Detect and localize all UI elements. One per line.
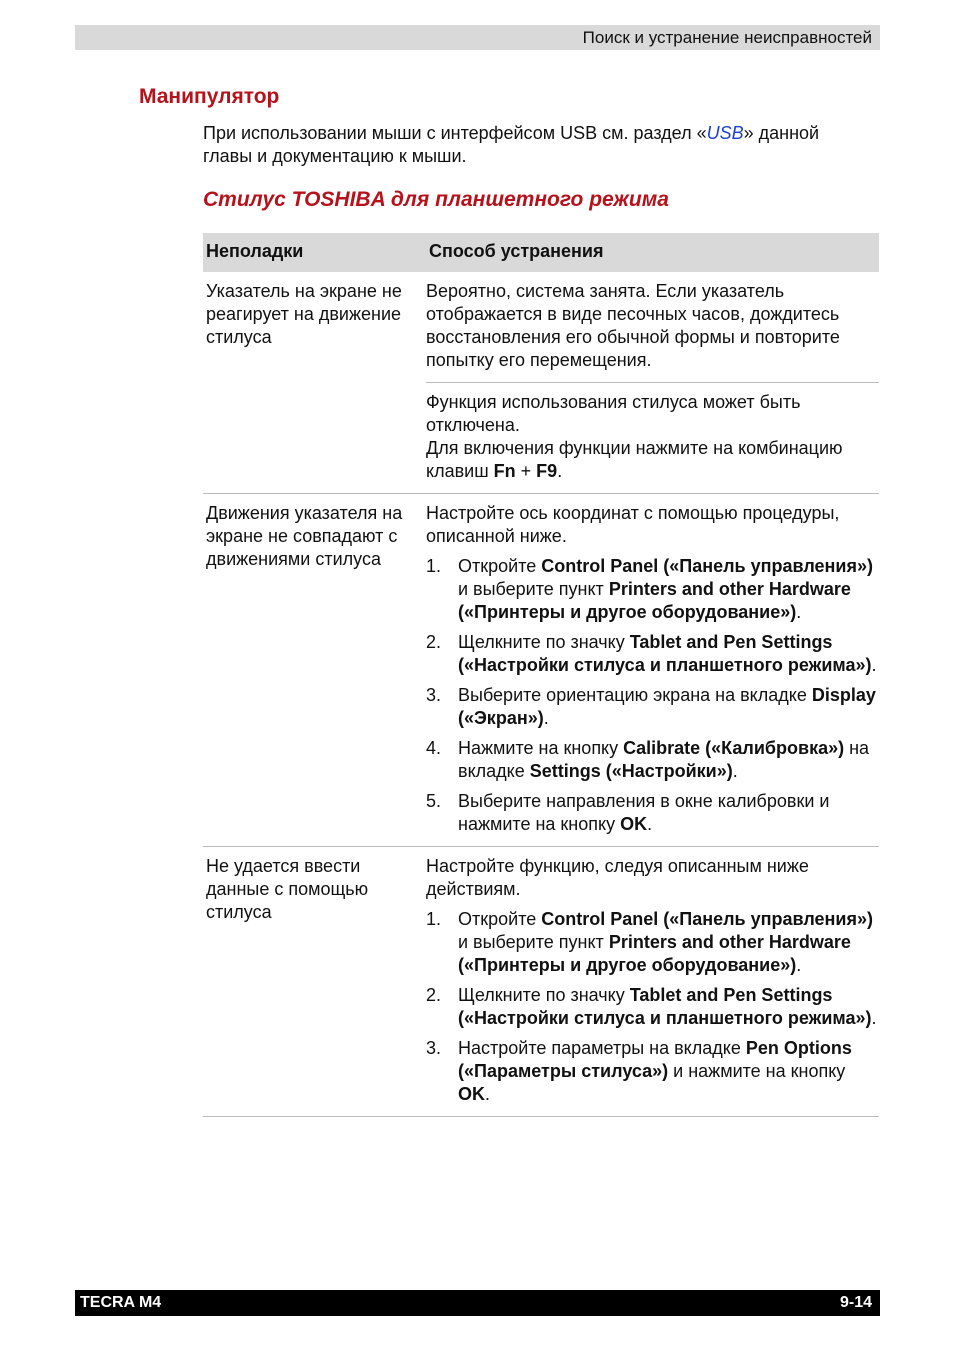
bold-run: OK bbox=[458, 1084, 485, 1104]
text-run: Для включения функции нажмите на комбинацию клавиш bbox=[426, 438, 843, 481]
list-item bbox=[426, 555, 879, 624]
bold-run: Control Panel («Панель управления») bbox=[541, 909, 873, 929]
list-item bbox=[426, 984, 879, 1030]
key-f9: F9 bbox=[536, 461, 558, 481]
text-run: Настройте параметры на вкладке bbox=[458, 1038, 746, 1058]
step-number: 3. bbox=[426, 685, 442, 705]
solution-cell bbox=[426, 272, 879, 493]
solution-cell bbox=[426, 847, 879, 1116]
list-item bbox=[426, 631, 879, 677]
column-header-solution: Способ устранения bbox=[429, 241, 604, 261]
solution-block bbox=[426, 494, 879, 846]
problem-cell: Не удается ввести данные с помощью стилуса bbox=[206, 856, 369, 922]
text-run: и нажмите на кнопку bbox=[668, 1061, 846, 1081]
text-run: Щелкните по значку bbox=[458, 985, 630, 1005]
table-row bbox=[203, 494, 879, 847]
text-run: и выберите пункт bbox=[458, 932, 609, 952]
bold-run: Calibrate («Калибровка») bbox=[623, 738, 845, 758]
text-run: на вкладке bbox=[458, 738, 870, 781]
bold-run: Settings («Настройки») bbox=[529, 761, 733, 781]
solution-block: Вероятно, система занята. Если указатель отображается в виде песочных часов, дождитесь восстановления его обычной формы и повторите попытку его перемещения. bbox=[426, 281, 840, 370]
text-run: . bbox=[557, 461, 563, 481]
text-run: + bbox=[515, 461, 537, 481]
step-number: 4. bbox=[426, 738, 442, 758]
text-run: Откройте bbox=[458, 556, 542, 576]
table-header bbox=[203, 233, 879, 272]
text-run: . bbox=[796, 602, 802, 622]
intro-paragraph bbox=[203, 122, 843, 168]
text-run: . bbox=[871, 655, 877, 675]
column-header-problem: Неполадки bbox=[206, 241, 304, 261]
page-number: 9-14 bbox=[839, 1294, 872, 1311]
key-fn: Fn bbox=[493, 461, 516, 481]
bold-run: Printers and other Hardware («Принтеры и другое оборудование») bbox=[458, 932, 851, 975]
list-item bbox=[426, 908, 879, 977]
running-footer bbox=[75, 1290, 880, 1316]
step-number: 2. bbox=[426, 632, 442, 652]
step-number: 1. bbox=[426, 909, 442, 929]
intro-text-after: » данной главы и документацию к мыши. bbox=[203, 123, 820, 166]
steps-list bbox=[426, 908, 879, 1106]
text-run: . bbox=[796, 955, 802, 975]
bold-run: Pen Options («Параметры стилуса») bbox=[458, 1038, 852, 1081]
troubleshooting-table bbox=[203, 233, 879, 1117]
step-number: 5. bbox=[426, 791, 442, 811]
solution-text: Функция использования стилуса может быть отключена. bbox=[426, 392, 801, 435]
running-header bbox=[75, 25, 880, 50]
text-run: Щелкните по значку bbox=[458, 632, 630, 652]
step-number: 3. bbox=[426, 1038, 442, 1058]
bold-run: OK bbox=[620, 814, 648, 834]
list-item bbox=[426, 684, 879, 730]
problem-cell: Указатель на экране не реагирует на движение стилуса bbox=[206, 281, 402, 347]
text-run: и выберите пункт bbox=[458, 579, 609, 599]
list-item bbox=[426, 1037, 879, 1106]
text-run: Откройте bbox=[458, 909, 542, 929]
bold-run: Display («Экран») bbox=[458, 685, 876, 728]
step-number: 1. bbox=[426, 556, 442, 576]
list-item bbox=[426, 737, 879, 783]
solution-text: Настройте функцию, следуя описанным ниже действиям. bbox=[426, 856, 809, 899]
list-item bbox=[426, 790, 879, 836]
steps-list bbox=[426, 555, 879, 836]
bold-run: Control Panel («Панель управления») bbox=[541, 556, 873, 576]
solution-text: Настройте ось координат с помощью процедуры, описанной ниже. bbox=[426, 503, 840, 546]
text-run: . bbox=[647, 814, 653, 834]
step-number: 2. bbox=[426, 985, 442, 1005]
bold-run: Tablet and Pen Settings («Настройки стилуса и планшетного режима») bbox=[458, 985, 872, 1028]
solution-block bbox=[426, 847, 879, 1116]
solution-block bbox=[426, 382, 879, 493]
usb-link[interactable]: USB bbox=[706, 123, 744, 143]
text-run: . bbox=[732, 761, 738, 781]
bold-run: Tablet and Pen Settings («Настройки стилуса и планшетного режима») bbox=[458, 632, 872, 675]
table-row bbox=[203, 272, 879, 494]
solution-cell bbox=[426, 494, 879, 846]
running-header-text: Поиск и устранение неисправностей bbox=[582, 28, 872, 47]
text-run: . bbox=[871, 1008, 877, 1028]
text-run: Выберите ориентацию экрана на вкладке bbox=[458, 685, 812, 705]
subsection-title: Стилус TOSHIBA для планшетного режима bbox=[203, 188, 669, 211]
text-run: . bbox=[543, 708, 549, 728]
solution-text bbox=[426, 437, 879, 483]
model-name: TECRA M4 bbox=[80, 1294, 162, 1311]
table-row bbox=[203, 847, 879, 1117]
text-run: Нажмите на кнопку bbox=[458, 738, 624, 758]
text-run: Выберите направления в окне калибровки и нажмите на кнопку bbox=[458, 791, 830, 834]
bold-run: Printers and other Hardware («Принтеры и другое оборудование») bbox=[458, 579, 851, 622]
intro-text-before: При использовании мыши с интерфейсом USB см. раздел « bbox=[203, 123, 707, 143]
section-title: Манипулятор bbox=[139, 85, 280, 108]
problem-cell: Движения указателя на экране не совпадают с движениями стилуса bbox=[206, 503, 403, 569]
text-run: . bbox=[485, 1084, 491, 1104]
